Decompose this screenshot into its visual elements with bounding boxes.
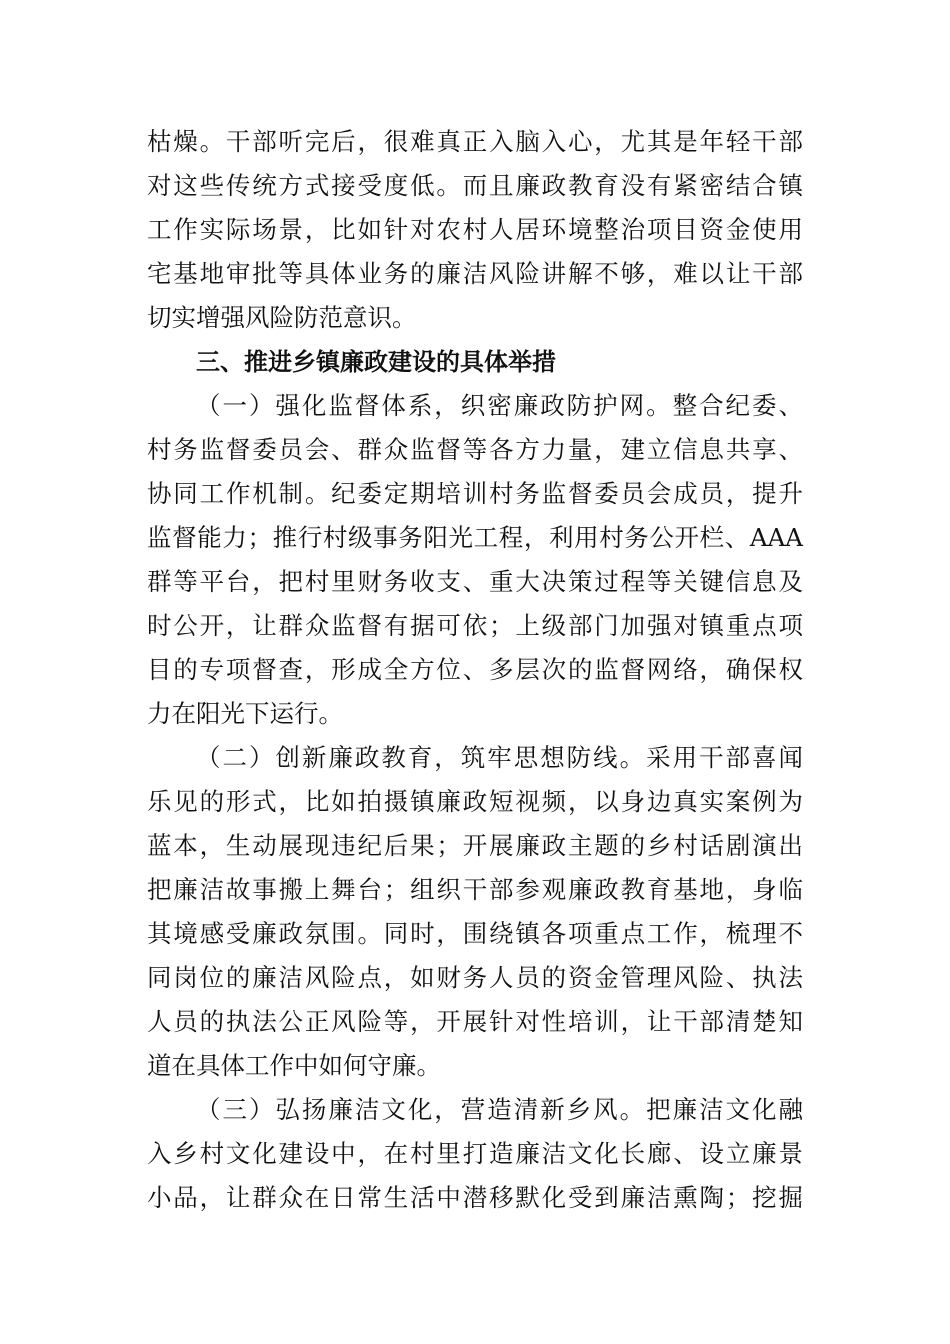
paragraph-2-line-5: 群等平台，把村里财务收支、重大决策过程等关键信息及 [147,567,803,596]
paragraph-3-line-2: 乐见的形式，比如拍摄镇廉政短视频，以身边真实案例为 [147,787,803,816]
paragraph-1-line-2: 对这些传统方式接受度低。而且廉政教育没有紧密结合镇 [147,171,803,200]
paragraph-2-line-1: （一）强化监督体系，织密廉政防护网。整合纪委、 [196,391,803,420]
paragraph-2-line-4: 监督能力；推行村级事务阳光工程，利用村务公开栏、AAA [147,523,803,552]
paragraph-4-line-3: 小品，让群众在日常生活中潜移默化受到廉洁熏陶；挖掘 [147,1183,803,1212]
paragraph-3-line-1: （二）创新廉政教育，筑牢思想防线。采用干部喜闻 [196,743,803,772]
paragraph-1-line-3: 工作实际场景，比如针对农村人居环境整治项目资金使用 [147,215,803,244]
paragraph-2-line-3: 协同工作机制。纪委定期培训村务监督委员会成员，提升 [147,479,803,508]
paragraph-1-line-1: 枯燥。干部听完后，很难真正入脑入心，尤其是年轻干部 [147,127,803,156]
paragraph-2-line-6: 时公开，让群众监督有据可依；上级部门加强对镇重点项 [147,611,803,640]
paragraph-4-line-1: （三）弘扬廉洁文化，营造清新乡风。把廉洁文化融 [196,1095,803,1124]
paragraph-3-line-7: 人员的执法公正风险等，开展针对性培训，让干部清楚知 [147,1007,803,1036]
paragraph-4-line-2: 入乡村文化建设中，在村里打造廉洁文化长廊、设立廉景 [147,1139,803,1168]
section-heading: 三、推进乡镇廉政建设的具体举措 [196,348,556,376]
paragraph-1-line-4: 宅基地审批等具体业务的廉洁风险讲解不够，难以让干部 [147,259,803,288]
paragraph-3-line-4: 把廉洁故事搬上舞台；组织干部参观廉政教育基地，身临 [147,875,803,904]
paragraph-2-line-2: 村务监督委员会、群众监督等各方力量，建立信息共享、 [147,435,803,464]
paragraph-3-line-8: 道在具体工作中如何守廉。 [147,1051,441,1080]
paragraph-3-line-6: 同岗位的廉洁风险点，如财务人员的资金管理风险、执法 [147,963,803,992]
paragraph-3-line-5: 其境感受廉政氛围。同时，围绕镇各项重点工作，梳理不 [147,919,803,948]
paragraph-3-line-3: 蓝本，生动展现违纪后果；开展廉政主题的乡村话剧演出 [147,831,803,860]
paragraph-2-line-7: 目的专项督查，形成全方位、多层次的监督网络，确保权 [147,655,803,684]
paragraph-2-line-8: 力在阳光下运行。 [147,699,343,728]
paragraph-1-line-5: 切实增强风险防范意识。 [147,303,417,332]
